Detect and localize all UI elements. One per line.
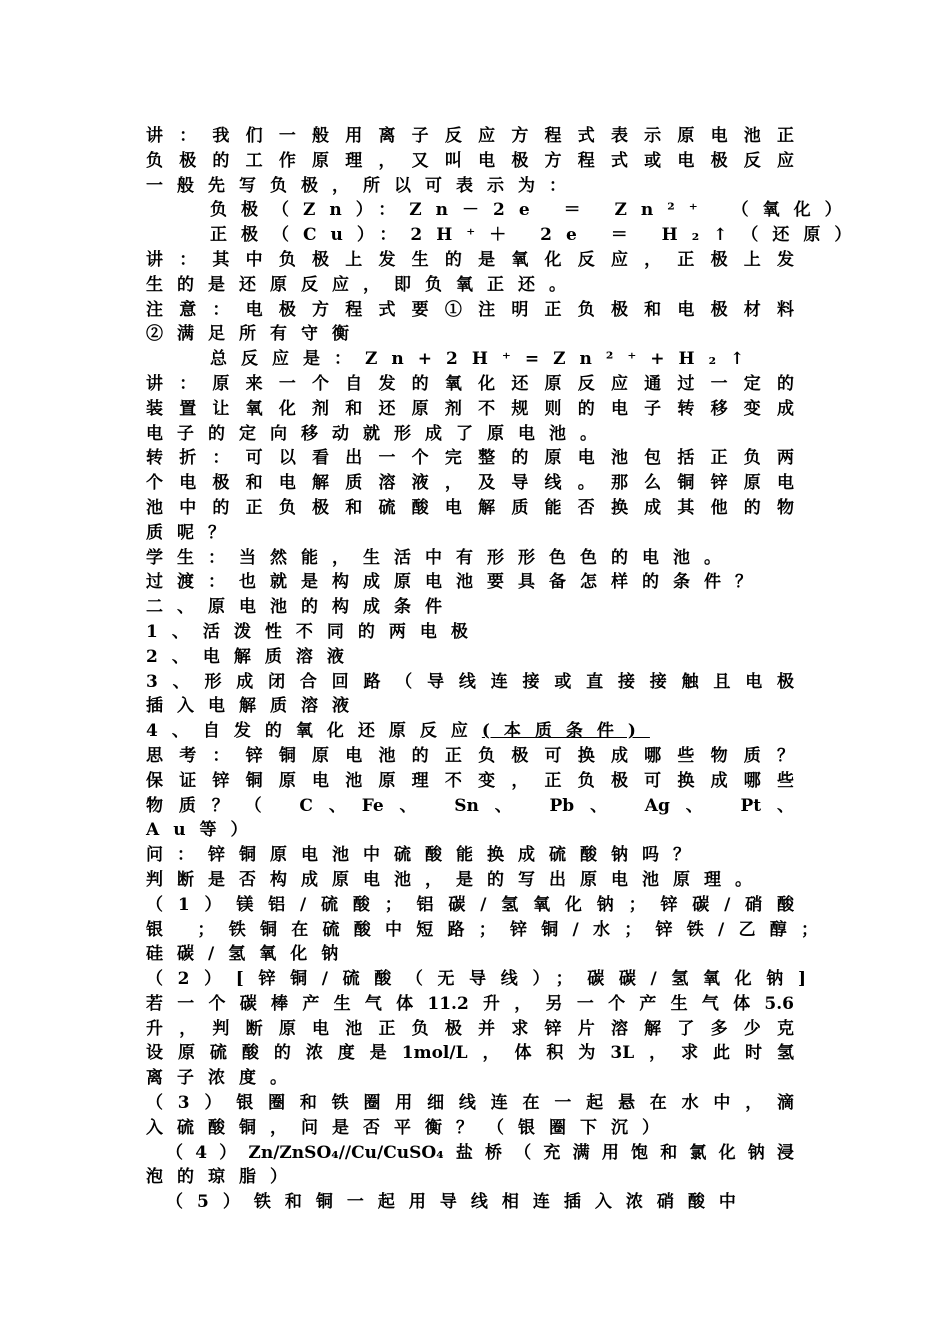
list-item: 2、电解质溶液 — [146, 646, 358, 667]
text-line: （4）Zn/ZnSO₄//Cu/CuSO₄盐桥（充满用饱和氯化钠浸 — [166, 1142, 794, 1163]
text-line: 插入电解质溶液 — [146, 696, 363, 717]
section-heading: 二、原电池的构成条件 — [146, 597, 456, 618]
list-item: 3、形成闭合回路（导线连接或直接接触且电极 — [146, 671, 794, 692]
text-line: 转折：可以看出一个完整的原电池包括正负两 — [146, 448, 794, 469]
text-line: 讲：我们一般用离子反应方程式表示原电池正 — [146, 126, 794, 146]
text-span: 4、自发的氧化还原反应 — [146, 721, 482, 742]
text-line: ②满足所有守衡 — [146, 324, 363, 345]
text-line: 正极（Cu）：2H⁺＋ 2e ＝ H₂↑（还原） — [210, 225, 866, 246]
text-line: （5）铁和铜一起用导线相连插入浓硝酸中 — [166, 1192, 750, 1213]
text-line: 一般先写负极，所以可表示为： — [146, 175, 580, 196]
text-line: Au等） — [146, 820, 262, 841]
text-line: 若一个碳棒产生气体11.2升，另一个产生气体5.6 — [146, 993, 794, 1014]
text-line: （1）镁铝/硫酸；铝碳/氢氧化钠；锌碳/硝酸 — [146, 894, 794, 915]
text-line: 池中的正负极和硫酸电解质能否换成其他的物 — [146, 497, 794, 518]
document-body — [146, 124, 866, 1215]
text-line: 离子浓度。 — [146, 1068, 301, 1089]
text-line: 负极（Zn）：Zn－2e ＝ Zn²⁺ （氧化） — [210, 200, 856, 221]
text-line: 电子的定向移动就形成了原电池。 — [146, 423, 611, 444]
text-line: 设原硫酸的浓度是1mol/L，体积为3L，求此时氢 — [146, 1043, 794, 1064]
text-line: 保证锌铜原电池原理不变，正负极可换成哪些 — [146, 770, 794, 791]
text-line: 生的是还原反应，即负氧正还。 — [146, 274, 580, 295]
text-line: （3）银圈和铁圈用细线连在一起悬在水中，滴 — [146, 1093, 794, 1114]
text-line: 总反应是：Zn+2H⁺=Zn²⁺+H₂↑ — [210, 349, 759, 370]
text-line: 泡的琼脂） — [146, 1167, 301, 1188]
text-line: 装置让氧化剂和还原剂不规则的电子转移变成 — [146, 398, 794, 419]
text-line: （2）[锌铜/硫酸（无导线）；碳碳/氢氧化钠] — [146, 969, 806, 990]
underlined-note: (本质条件) — [481, 721, 650, 742]
text-line: 银 ；铁铜在硫酸中短路；锌铜/水；锌铁/乙醇； — [146, 919, 818, 940]
text-line: 个电极和电解质溶液，及导线。那么铜锌原电 — [146, 473, 794, 494]
list-item — [146, 719, 794, 744]
text-line: 问：锌铜原电池中硫酸能换成硫酸钠吗？ — [146, 845, 704, 866]
text-line: 注意：电极方程式要①注明正负极和电极材料 — [146, 299, 794, 320]
text-line: 思考：锌铜原电池的正负极可换成哪些物质？ — [146, 745, 794, 766]
text-line: 过渡：也就是构成原电池要具备怎样的条件？ — [146, 572, 766, 593]
text-line: 学生：当然能，生活中有形形色色的电池。 — [146, 547, 735, 568]
text-line: 物质？（ C、Fe、 Sn、 Pb、 Ag、 Pt、 — [146, 795, 794, 816]
list-item: 1、活泼性不同的两电极 — [146, 621, 482, 642]
text-line: 负极的工作原理，又叫电极方程式或电极反应 — [146, 150, 794, 171]
text-line: 讲：其中负极上发生的是氧化反应，正极上发 — [146, 249, 794, 270]
text-line: 讲：原来一个自发的氧化还原反应通过一定的 — [146, 373, 794, 394]
text-line: 入硫酸铜，问是否平衡？（银圈下沉） — [146, 1117, 673, 1138]
text-line: 判断是否构成原电池，是的写出原电池原理。 — [146, 869, 766, 890]
text-line: 升，判断原电池正负极并求锌片溶解了多少克 — [146, 1018, 794, 1039]
text-line: 质呢？ — [146, 522, 239, 543]
text-line: 硅碳/氢氧化钠 — [146, 944, 353, 965]
